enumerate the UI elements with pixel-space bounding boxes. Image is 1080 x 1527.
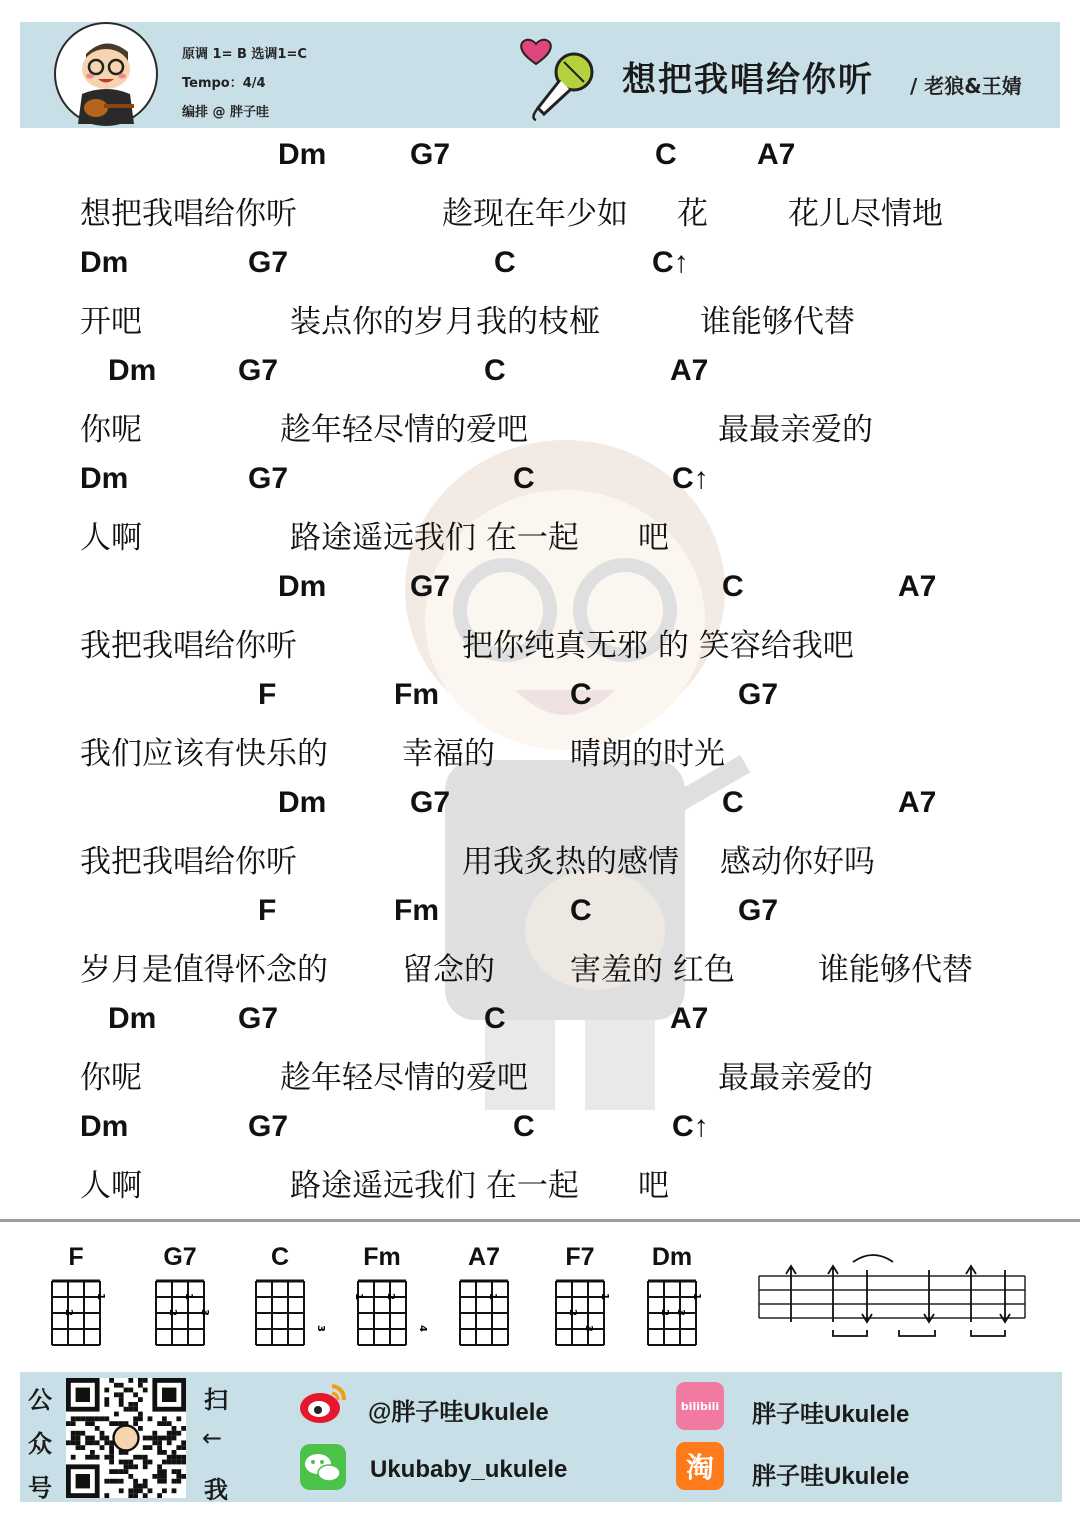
strum-up-arrow-icon <box>828 1266 838 1322</box>
chord-label: Dm <box>278 786 327 819</box>
finger-number: 1 <box>691 1293 702 1300</box>
lyric-segment: 我们应该有快乐的 <box>80 736 328 772</box>
song-header <box>20 22 1060 128</box>
strum-up-arrow-icon <box>786 1266 796 1322</box>
lyric-segment: 留念的 <box>402 952 495 988</box>
scan-char-1: 扫 <box>204 1386 228 1414</box>
fretboard-grid <box>550 1277 614 1349</box>
chord-label: Dm <box>278 138 327 171</box>
lyric-segment: 人啊 <box>80 1168 142 1204</box>
song-title: 想把我唱给你听 <box>622 60 874 100</box>
finger-number: 2 <box>167 1309 178 1316</box>
chord-label: A7 <box>898 786 937 819</box>
social-footer <box>20 1372 1062 1502</box>
lyric-segment: 感动你好吗 <box>720 844 875 880</box>
chord-label: C <box>655 138 677 171</box>
chord-label: G7 <box>410 138 451 171</box>
chord-label: G7 <box>738 894 779 927</box>
chord-label: C <box>722 786 744 819</box>
chord-label: Dm <box>80 246 129 279</box>
avatar <box>54 22 158 126</box>
lyric-segment: 最最亲爱的 <box>718 412 873 448</box>
microphone-heart-icon <box>518 34 604 120</box>
chord-label: A7 <box>670 354 709 387</box>
lyric-segment: 吧 <box>638 520 669 556</box>
finger-number: 1 <box>599 1293 610 1300</box>
lyric-segment: 趁年轻尽情的爱吧 <box>280 412 528 448</box>
lyric-segment: 趁年轻尽情的爱吧 <box>280 1060 528 1096</box>
finger-number: 3 <box>583 1325 594 1332</box>
chord-diagram-name: F <box>68 1243 84 1271</box>
tie-arc <box>853 1255 893 1262</box>
finger-number: 3 <box>675 1309 686 1316</box>
chord-label: Dm <box>80 1110 129 1143</box>
chord-label: C↑ <box>672 462 709 495</box>
chord-label: C <box>570 894 592 927</box>
chord-label: C <box>513 1110 535 1143</box>
chord-label: C <box>484 1002 506 1035</box>
chord-label: G7 <box>248 246 289 279</box>
lyric-segment: 幸福的 <box>402 736 495 772</box>
lyric-segment: 晴朗的时光 <box>570 736 725 772</box>
lyric-segment: 我把我唱给你听 <box>80 628 297 664</box>
finger-number: 2 <box>659 1309 670 1316</box>
chord-diagram <box>550 1243 620 1353</box>
chord-label: G7 <box>410 570 451 603</box>
qr-code-icon[interactable] <box>66 1378 186 1498</box>
lyric-segment: 想把我唱给你听 <box>80 196 297 232</box>
fretboard-grid <box>150 1277 214 1349</box>
lyric-segment: 人啊 <box>80 520 142 556</box>
taobao-handle[interactable]: 胖子哇Ukulele <box>752 1463 910 1490</box>
chord-label: Fm <box>394 894 439 927</box>
chord-label: G7 <box>238 354 279 387</box>
chord-diagram-name: A7 <box>468 1243 500 1271</box>
lyric-segment: 装点你的岁月我的枝桠 <box>290 304 600 340</box>
chord-diagram-name: F7 <box>565 1243 595 1271</box>
chord-label: G7 <box>248 1110 289 1143</box>
lyric-segment: 岁月是值得怀念的 <box>80 952 328 988</box>
lyric-segment: 路途遥远我们 在一起 <box>290 520 579 556</box>
chord-diagram <box>454 1243 524 1353</box>
finger-number: 1 <box>183 1293 194 1300</box>
fretboard-grid <box>642 1277 706 1349</box>
strum-down-arrow-icon <box>1000 1270 1010 1322</box>
fretboard-grid <box>352 1277 428 1349</box>
wechat-handle[interactable]: Ukubaby_ukulele <box>370 1456 568 1483</box>
fretboard-grid <box>46 1277 110 1349</box>
finger-number: 2 <box>63 1309 74 1316</box>
chord-diagram <box>352 1243 428 1353</box>
fretboard-grid <box>454 1277 518 1349</box>
chord-label: Fm <box>394 678 439 711</box>
lyric-segment: 我把我唱给你听 <box>80 844 297 880</box>
chord-label: A7 <box>670 1002 709 1035</box>
chord-label: G7 <box>248 462 289 495</box>
strum-up-arrow-icon <box>966 1266 976 1322</box>
lyric-segment: 你呢 <box>80 1060 142 1096</box>
gongzhonghao-char-2: 众 <box>28 1430 52 1458</box>
chord-label: F <box>258 678 277 711</box>
lyric-segment: 最最亲爱的 <box>718 1060 873 1096</box>
chord-label: Dm <box>80 462 129 495</box>
gongzhonghao-char-1: 公 <box>28 1386 52 1414</box>
finger-number: 1 <box>353 1293 364 1300</box>
lyric-segment: 你呢 <box>80 412 142 448</box>
wechat-icon[interactable] <box>298 1442 348 1492</box>
lyric-segment: 谁能够代替 <box>700 304 855 340</box>
gongzhonghao-char-3: 号 <box>28 1474 52 1502</box>
chord-label: C <box>722 570 744 603</box>
chord-label: A7 <box>898 570 937 603</box>
finger-number: 2 <box>567 1309 578 1316</box>
taobao-icon[interactable]: 淘 <box>676 1442 724 1490</box>
lyric-segment: 把你纯真无邪 的 笑容给我吧 <box>462 628 854 664</box>
lyric-segment: 吧 <box>638 1168 669 1204</box>
chord-label: C↑ <box>652 246 689 279</box>
finger-number: 1 <box>95 1293 106 1300</box>
finger-number: 2 <box>385 1293 396 1300</box>
lyric-segment: 花儿尽情地 <box>788 196 943 232</box>
lyric-segment: 谁能够代替 <box>818 952 973 988</box>
chord-diagram <box>250 1243 326 1353</box>
divider <box>0 1219 1080 1222</box>
chord-label: A7 <box>757 138 796 171</box>
chord-label: C <box>570 678 592 711</box>
strum-down-arrow-icon <box>862 1270 872 1322</box>
finger-number: 3 <box>199 1309 210 1316</box>
weibo-icon[interactable] <box>298 1378 348 1428</box>
cartoon-avatar-icon <box>56 24 156 124</box>
song-artist: / 老狼&王婧 <box>910 74 1022 98</box>
finger-number: 4 <box>417 1325 428 1332</box>
chord-label: G7 <box>238 1002 279 1035</box>
key-info: 原调 1= B 选调1=C <box>182 47 307 62</box>
chord-diagram-name: C <box>270 1243 290 1271</box>
arranger-info: 编排 @ 胖子哇 <box>182 105 270 120</box>
chord-label: G7 <box>410 786 451 819</box>
chord-diagram-name: G7 <box>163 1243 197 1271</box>
bilibili-icon[interactable]: bilibili <box>676 1382 724 1430</box>
song-meta <box>182 40 307 127</box>
chord-diagram <box>642 1243 712 1353</box>
tempo-info: Tempo：4/4 <box>182 76 266 91</box>
beat-bracket <box>899 1330 935 1336</box>
finger-number: 1 <box>487 1293 498 1300</box>
weibo-handle[interactable]: @胖子哇Ukulele <box>368 1399 549 1426</box>
chord-label: C <box>513 462 535 495</box>
strum-pattern <box>755 1250 1035 1345</box>
chord-label: F <box>258 894 277 927</box>
chord-label: C <box>484 354 506 387</box>
scan-char-3: 我 <box>204 1476 228 1504</box>
lyric-segment: 用我炙热的感情 <box>462 844 679 880</box>
bilibili-handle[interactable]: 胖子哇Ukulele <box>752 1401 910 1428</box>
chord-label: Dm <box>278 570 327 603</box>
lyric-segment: 害羞的 红色 <box>570 952 735 988</box>
lyric-segment: 路途遥远我们 在一起 <box>290 1168 579 1204</box>
strum-down-arrow-icon <box>924 1270 934 1322</box>
lyric-segment: 花 <box>677 196 708 232</box>
chord-label: Dm <box>108 1002 157 1035</box>
chord-diagram-name: Fm <box>363 1243 401 1271</box>
chord-diagram <box>150 1243 220 1353</box>
chord-label: C <box>494 246 516 279</box>
beat-bracket <box>833 1330 867 1336</box>
chord-diagram <box>46 1243 116 1353</box>
lyric-segment: 开吧 <box>80 304 142 340</box>
fretboard-grid <box>250 1277 326 1349</box>
chord-label: G7 <box>738 678 779 711</box>
lyric-segment: 趁现在年少如 <box>442 196 628 232</box>
chord-label: C↑ <box>672 1110 709 1143</box>
chord-label: Dm <box>108 354 157 387</box>
beat-bracket <box>971 1330 1005 1336</box>
finger-number: 3 <box>315 1325 326 1332</box>
left-arrow-icon: ← <box>202 1424 223 1452</box>
chord-diagram-name: Dm <box>651 1243 693 1271</box>
